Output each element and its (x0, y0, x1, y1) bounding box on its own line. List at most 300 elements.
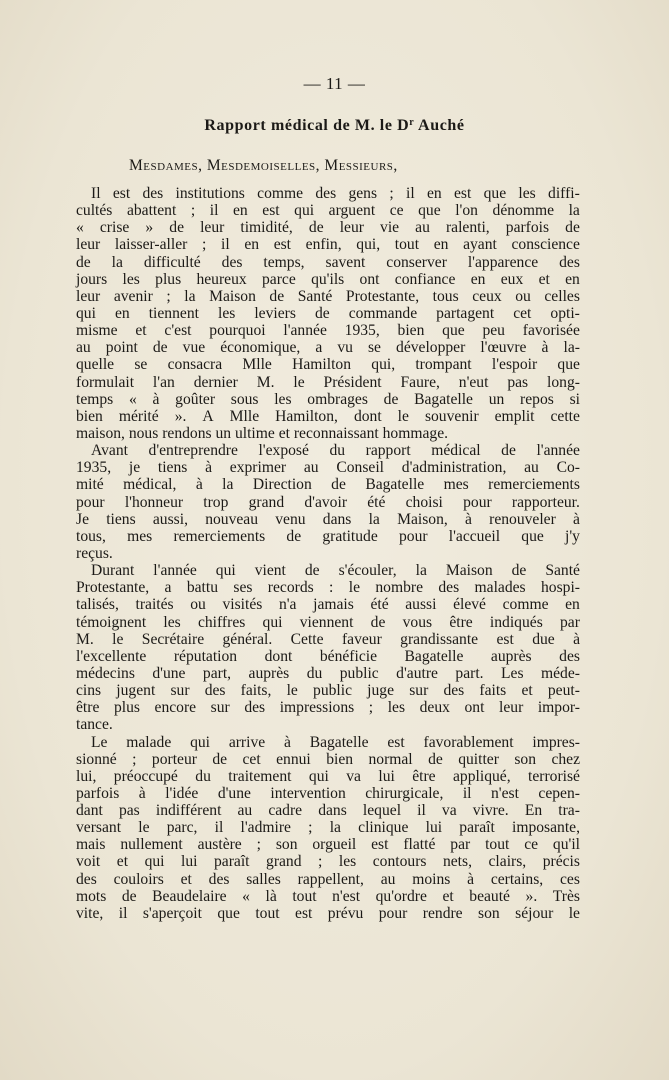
word: sur (170, 682, 190, 700)
word: pour (76, 493, 105, 511)
text-line (76, 888, 580, 905)
word: temps (76, 390, 114, 408)
word: d'une (152, 664, 186, 682)
word: Faure, (400, 373, 440, 391)
word: là (265, 887, 277, 905)
word: ceux (472, 287, 502, 305)
word: parfois (76, 784, 120, 802)
word: pour (398, 527, 428, 545)
word: le (348, 579, 361, 597)
word: point (105, 339, 138, 357)
word: et (538, 270, 550, 288)
title-superscript: r (409, 117, 415, 128)
word: formulait (76, 373, 135, 391)
word: que (521, 527, 544, 545)
word: choisi (405, 493, 443, 511)
word: été (370, 596, 389, 614)
word: clinique (358, 819, 409, 837)
word: les (217, 304, 236, 322)
word: les (163, 613, 181, 631)
text-line (76, 528, 580, 545)
word: ; (166, 287, 171, 305)
word: c'est (164, 322, 192, 340)
word: jamais (313, 596, 354, 614)
text-line (76, 236, 580, 253)
word: savent (325, 253, 366, 271)
word: M. (76, 630, 94, 648)
word: en (565, 596, 580, 614)
word: de (331, 476, 346, 494)
word: Protestante, (345, 287, 420, 305)
word: s'aperçoit (142, 904, 202, 922)
word: au (303, 459, 319, 477)
word: à (467, 870, 475, 888)
word: l'œuvre (480, 339, 527, 357)
word: son (478, 904, 500, 922)
word: les (338, 853, 357, 871)
word: été (367, 493, 386, 511)
word: sous (230, 390, 259, 408)
word: vite, (76, 904, 104, 922)
word: tout (394, 236, 420, 254)
word: A (202, 407, 214, 425)
word: cet (242, 750, 261, 768)
word: gratitude (322, 527, 378, 545)
word: du (195, 767, 211, 785)
word: que (442, 322, 465, 340)
word: il (209, 202, 219, 220)
word: hospi- (540, 579, 580, 597)
word: chirurgicale, (365, 784, 444, 802)
word: l'accueil (448, 527, 501, 545)
word: rappellent, (297, 870, 364, 888)
word: dernier (193, 373, 238, 391)
word: emplit (494, 407, 535, 425)
text-line (76, 254, 580, 271)
word: l'apparence (467, 253, 539, 271)
word: tous (432, 287, 459, 305)
word: à (573, 630, 580, 648)
word: est (262, 202, 280, 220)
word: tra- (558, 802, 580, 820)
word: Direction (252, 476, 312, 494)
text-line (76, 511, 580, 528)
word: à (283, 733, 291, 751)
word: bien (76, 407, 103, 425)
word: ; (368, 699, 374, 717)
word: la (184, 287, 196, 305)
word: opti- (550, 304, 580, 322)
word: en (433, 236, 449, 254)
word: misme (76, 322, 118, 340)
word: Président (323, 373, 382, 391)
word: parc, (166, 819, 198, 837)
word: nouveau (205, 510, 259, 528)
word: goûter (175, 390, 216, 408)
word: n'a (278, 596, 297, 614)
word: que (418, 202, 441, 220)
word: repos (520, 390, 554, 408)
word: au (415, 219, 430, 237)
word: ; (132, 750, 137, 768)
word: aussi, (152, 510, 188, 528)
body-text (76, 185, 580, 922)
word: préoccupé (113, 767, 178, 785)
word: vie (380, 219, 400, 237)
word: qu'ordre (375, 887, 427, 905)
word: et (442, 887, 454, 905)
word: des (559, 647, 580, 665)
word: à (138, 784, 146, 802)
text-line (76, 288, 580, 305)
word: l'idée (165, 784, 199, 802)
word: le (293, 373, 305, 391)
word: flatté (403, 836, 436, 854)
word: l'espoir (491, 356, 538, 374)
word: vivre. (472, 802, 509, 820)
word: est (387, 733, 405, 751)
word: part. (455, 664, 484, 682)
word: intervention (270, 784, 346, 802)
page-title (0, 117, 669, 135)
word: à (541, 339, 549, 357)
word: des (208, 870, 230, 888)
text-line (76, 374, 580, 391)
word: des (221, 253, 243, 271)
word: clairs, (488, 853, 527, 871)
word: ombrages (307, 390, 368, 408)
word: de (383, 390, 399, 408)
word: cultés (76, 202, 113, 220)
word: a (164, 579, 172, 597)
word: mité (76, 476, 104, 494)
word: est (496, 630, 514, 648)
word: et (116, 853, 129, 871)
word: de (370, 613, 386, 631)
word: leviers (254, 304, 296, 322)
word: être (449, 613, 473, 631)
text-line (76, 871, 580, 888)
word: l'excellente (76, 647, 147, 665)
word: méde- (540, 664, 580, 682)
word: en (426, 185, 442, 202)
word: renouveler (489, 510, 556, 528)
word: » (145, 219, 154, 237)
text-line (76, 459, 580, 476)
word: et (521, 682, 533, 700)
word: dans (322, 510, 352, 528)
word: indifférent (155, 802, 222, 820)
word: à (195, 476, 203, 494)
text-line (76, 648, 580, 665)
word: les (122, 270, 140, 288)
word: général. (222, 630, 273, 648)
word: ou (515, 287, 531, 305)
word: ; (389, 185, 394, 202)
word: long- (547, 373, 580, 391)
word: mes (443, 476, 469, 494)
word: gens (348, 185, 378, 202)
word: nullement (120, 836, 183, 854)
word: qui, (356, 236, 381, 254)
text-line (76, 339, 580, 356)
word: lui (425, 819, 443, 837)
word: est (112, 185, 131, 202)
word: mes (127, 527, 153, 545)
word: Santé (297, 287, 333, 305)
word: bien (397, 322, 425, 340)
word: le (568, 904, 580, 922)
word: imposante, (511, 819, 580, 837)
word: ennui (276, 750, 311, 768)
word: se (367, 339, 381, 357)
word: ayant (463, 236, 497, 254)
word: mots (76, 887, 107, 905)
word: nombre (375, 579, 424, 597)
word: pour (463, 493, 492, 511)
word: public (339, 664, 379, 682)
word: cins (76, 682, 102, 700)
word: de (212, 750, 228, 768)
text-line (76, 785, 580, 802)
word: les (387, 699, 406, 717)
word: auprès (490, 647, 532, 665)
word: difficulté (143, 253, 201, 271)
word: Hamilton (292, 356, 352, 374)
word: : (329, 579, 334, 597)
word: se (134, 356, 148, 374)
word: deux (419, 699, 450, 717)
word: à (205, 459, 213, 477)
word: d'avoir (304, 493, 348, 511)
word: malade (126, 733, 172, 751)
word: du (306, 664, 323, 682)
word: Maison (209, 287, 256, 305)
word: d'autre (396, 664, 438, 682)
word: pas (507, 373, 529, 391)
word: la (415, 562, 427, 580)
page-number: — 11 — (303, 74, 366, 93)
word: par (560, 613, 580, 631)
word: qu'il (552, 836, 580, 854)
word: appliqué, (453, 767, 511, 785)
word: cepen- (538, 784, 580, 802)
word: de (314, 304, 330, 322)
word: tout (255, 904, 280, 922)
word: médecins (76, 664, 135, 682)
word: par (450, 836, 471, 854)
word: 1935, (344, 322, 380, 340)
word: des (76, 870, 97, 888)
word: faits (479, 682, 507, 700)
word: Je (76, 510, 89, 528)
word: rapport (365, 442, 411, 460)
word: des (315, 185, 337, 202)
text-line (76, 185, 580, 202)
word: arrive (228, 733, 266, 751)
word: ont (359, 270, 380, 288)
word: pour (378, 904, 408, 922)
word: a (315, 339, 323, 357)
word: pourquoi (209, 322, 266, 340)
word: couloirs (113, 870, 164, 888)
word: Hamilton, (275, 407, 338, 425)
word: leur (76, 236, 101, 254)
word: tiens (157, 459, 188, 477)
word: d'entreprendre (148, 442, 238, 460)
word: la (329, 819, 341, 837)
word: n'eut (458, 373, 489, 391)
word: tout (292, 887, 317, 905)
word: dont (264, 647, 293, 665)
word: souvenir (424, 407, 479, 425)
word: sur (409, 682, 429, 700)
word: arguent (328, 202, 376, 220)
word: il (406, 185, 415, 202)
word: juge (367, 682, 395, 700)
word: visités (222, 596, 263, 614)
word: en (114, 304, 130, 322)
word: faveur (341, 630, 382, 648)
text-line (76, 202, 580, 219)
word: ses (233, 579, 253, 597)
word: partagent (436, 304, 495, 322)
word: impor- (537, 699, 580, 717)
word: Conseil (336, 459, 384, 477)
word: Les (501, 664, 524, 682)
word: et (180, 870, 192, 888)
word: au (524, 459, 539, 477)
text-line: tance. (76, 716, 113, 734)
word: il (220, 236, 230, 254)
word: le (112, 630, 124, 648)
word: viennent (299, 613, 354, 631)
word: médical, (123, 476, 177, 494)
text-line (76, 305, 580, 322)
word: il (417, 802, 426, 820)
word: comme (257, 185, 304, 202)
text-line (76, 802, 580, 819)
text-line (76, 476, 580, 493)
word: il (462, 784, 472, 802)
word: que (483, 185, 507, 202)
word: tous, (76, 527, 106, 545)
word: M. (256, 373, 275, 391)
word: en (565, 270, 580, 288)
word: ou (190, 596, 206, 614)
word: leur (339, 219, 364, 237)
word: paraît (459, 819, 495, 837)
word: à (152, 390, 160, 408)
word: vue (182, 339, 206, 357)
text-line (76, 356, 580, 373)
word: traitement (228, 767, 292, 785)
word: impres- (532, 733, 580, 751)
word: tiennent (148, 304, 199, 322)
word: due (532, 630, 555, 648)
word: Santé (545, 562, 580, 580)
word: jours (76, 270, 108, 288)
word: contours (372, 853, 427, 871)
word: mais (76, 836, 106, 854)
word: au (380, 870, 396, 888)
word: quitter (458, 750, 499, 768)
word: consacra (167, 356, 223, 374)
word: aussi (405, 596, 437, 614)
word: Cette (290, 630, 324, 648)
word: développer (396, 339, 466, 357)
word: de (565, 219, 580, 237)
text-line (76, 579, 580, 596)
text-line (76, 751, 580, 768)
word: Le (91, 733, 108, 751)
word: commande (348, 304, 418, 322)
word: sionné (76, 750, 117, 768)
word: le (138, 819, 150, 837)
word: l'exposé (258, 442, 309, 460)
word: rapporteur. (511, 493, 580, 511)
word: d'administration, (401, 459, 507, 477)
text-line (76, 408, 580, 425)
word: économique, (220, 339, 301, 357)
text-line (76, 442, 580, 459)
word: auprès (248, 664, 290, 682)
word: cet (513, 304, 532, 322)
word: s'écouler, (338, 562, 397, 580)
word: ; (201, 236, 207, 254)
text-line (76, 682, 580, 699)
word: la (222, 476, 234, 494)
word: l'année (536, 442, 580, 460)
word: séjour (515, 904, 554, 922)
word: bien (326, 750, 354, 768)
text-line (76, 219, 580, 236)
word: de (286, 527, 302, 545)
word: de (169, 219, 184, 237)
word: l'an (152, 373, 175, 391)
word: traités (135, 596, 174, 614)
word: dont (353, 407, 382, 425)
word: est (273, 236, 292, 254)
word: la (368, 510, 380, 528)
word: Il (91, 185, 101, 202)
word: de (76, 253, 91, 271)
word: « (128, 390, 137, 408)
word: de (511, 562, 527, 580)
word: exprimer (229, 459, 287, 477)
word: vient (254, 562, 286, 580)
word: la (568, 202, 580, 220)
word: qui (308, 767, 329, 785)
word: des (204, 682, 226, 700)
word: des (244, 699, 266, 717)
word: terrorisé (528, 767, 580, 785)
word: moins (412, 870, 451, 888)
word: laisser-aller (114, 236, 188, 254)
word: des (443, 682, 465, 700)
word: n'est (490, 784, 519, 802)
word: l'honneur (124, 493, 184, 511)
word: à (464, 510, 472, 528)
word: beauté (469, 887, 510, 905)
word: avenir (113, 287, 153, 305)
word: ont (464, 699, 485, 717)
word: « (242, 887, 250, 905)
text-line (76, 271, 580, 288)
word: vu (337, 339, 353, 357)
word: est (453, 185, 472, 202)
word: est (295, 904, 313, 922)
